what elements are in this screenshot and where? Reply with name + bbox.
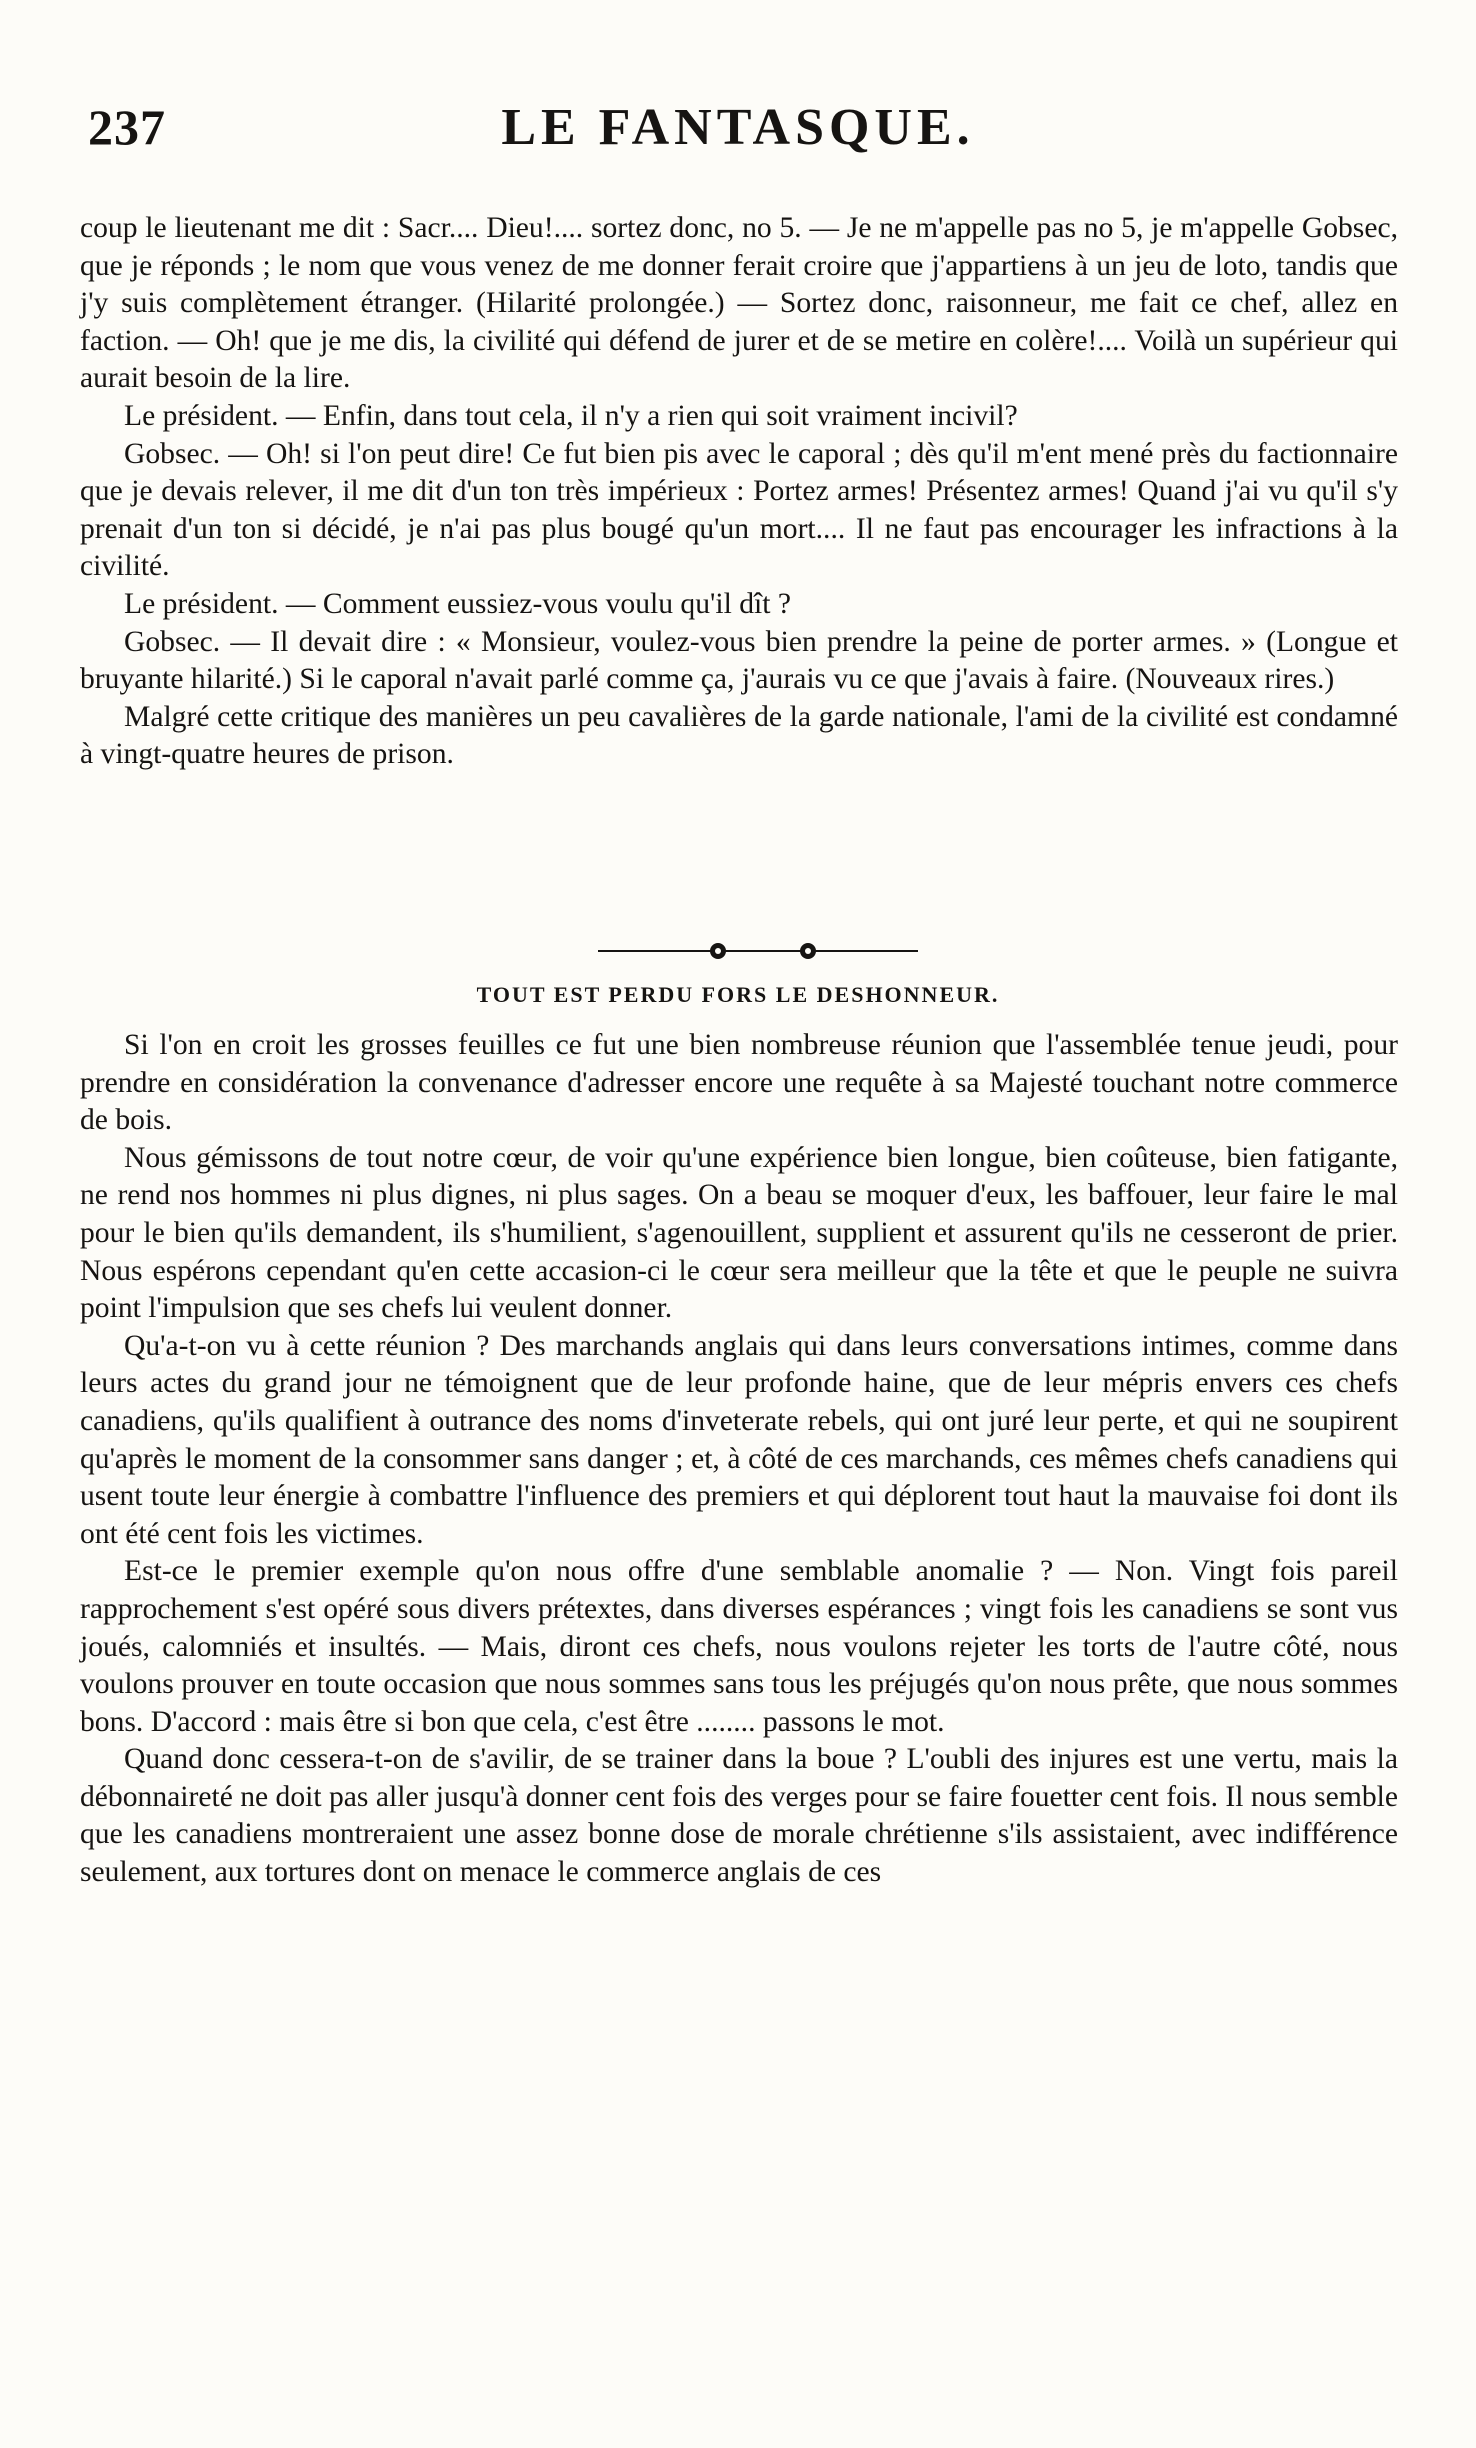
page-header: [88, 98, 1388, 178]
paragraph: Gobsec. — Il devait dire : « Monsieur, voulez-vous bien prendre la peine de porter armes. » (Longue et bruyante hilarité.) Si le caporal n'avait parlé comme ça, j'aurais vu ce que j'avais à faire. (Nouveaux rires.): [80, 625, 1398, 696]
paragraph: Malgré cette critique des manières un peu cavalières de la garde nationale, l'ami de la civilité est condamné à vingt-quatre heures de prison.: [80, 700, 1398, 771]
ornamental-divider: [578, 936, 938, 966]
paragraph: Quand donc cessera-t-on de s'avilir, de se trainer dans la boue ? L'oubli des injures est une vertu, mais la débonnaireté ne doit pas aller jusqu'à donner cent fois des verges pour se faire fouetter cent fois. Il nous semble que les canadiens montreraient une assez bonne dose de morale chrétienne s'ils assistaient, avec indifférence seulement, aux tortures dont on menace le commerce anglais de ces: [80, 1743, 1398, 1889]
section-title: TOUT EST PERDU FORS LE DESHONNEUR.: [476, 982, 1000, 1007]
paragraph: Nous gémissons de tout notre cœur, de voir qu'une expérience bien longue, bien coûteuse, bien fatigante, ne rend nos hommes ni plus dignes, ni plus sages. On a beau se moquer d'eux, les baffouer, leur faire le mal pour le bien qu'ils demandent, ils s'humilient, s'agenouillent, supplient et assurent qu'ils ne cesseront de prier. Nous espérons cependant qu'en cette accasion-ci le cœur sera meilleur que la tête et que le peuple ne suivra point l'impulsion que ses chefs lui veulent donner.: [80, 1141, 1398, 1325]
page-number: 237: [88, 99, 166, 155]
running-title: LE FANTASQUE.: [501, 99, 975, 156]
paragraph: Si l'on en croit les grosses feuilles ce fut une bien nombreuse réunion que l'assemblée tenue jeudi, pour prendre en considération la convenance d'adresser encore une requête à sa Majesté touchant notre commerce de bois.: [80, 1029, 1398, 1137]
paragraph: Qu'a-t-on vu à cette réunion ? Des marchands anglais qui dans leurs conversations intimes, comme dans leurs actes du grand jour ne témoignent que de leur profonde haine, que de leur mépris envers ces chefs canadiens, qu'ils qualifient à outrance des noms d'inveterate rebels, qui ont juré leur perte, et qui ne soupirent qu'après le moment de la consommer sans danger ; et, à côté de ces marchands, ces mêmes chefs canadiens qui usent toute leur énergie à combattre l'influence des premiers et qui déplorent tout haut la mauvaise foi dont ils ont été cent fois les victimes.: [80, 1329, 1398, 1550]
paragraph: Le président. — Comment eussiez-vous voulu qu'il dît ?: [124, 587, 791, 620]
article-continuation: [80, 210, 1398, 774]
paragraph: coup le lieutenant me dit : Sacr.... Dieu!.... sortez donc, no 5. — Je ne m'appelle pas no 5, je m'appelle Gobsec, que je réponds ; le nom que vous venez de me donner ferait croire que j'appartiens à un jeu de loto, tandis que j'y suis complètement étranger. (Hilarité prolongée.) — Sortez donc, raisonneur, me fait ce chef, allez en faction. — Oh! que je me dis, la civilité qui défend de jurer et de se metire en colère!.... Voilà un supérieur qui aurait besoin de la lire.: [80, 212, 1398, 395]
article-body: [80, 1027, 1398, 1892]
paragraph: Le président. — Enfin, dans tout cela, il n'y a rien qui soit vraiment incivil?: [124, 399, 1018, 432]
paragraph: Gobsec. — Oh! si l'on peut dire! Ce fut bien pis avec le caporal ; dès qu'il m'ent mené près du factionnaire que je devais relever, il me dit d'un ton très impérieux : Portez armes! Présentez armes! Quand j'ai vu qu'il s'y prenait d'un ton si décidé, je n'ai pas plus bougé qu'un mort.... Il ne faut pas encourager les infractions à la civilité.: [80, 437, 1398, 583]
paragraph: Est-ce le premier exemple qu'on nous offre d'une semblable anomalie ? — Non. Vingt fois pareil rapprochement s'est opéré sous divers prétextes, dans diverses espérances ; vingt fois les canadiens se sont vus joués, calomniés et insultés. — Mais, diront ces chefs, nous voulons rejeter les torts de l'autre côté, nous voulons prouver en toute occasion que nous sommes sans tous les préjugés qu'on nous prête, que nous sommes bons. D'accord : mais être si bon que cela, c'est être ........ passons le mot.: [80, 1555, 1398, 1738]
